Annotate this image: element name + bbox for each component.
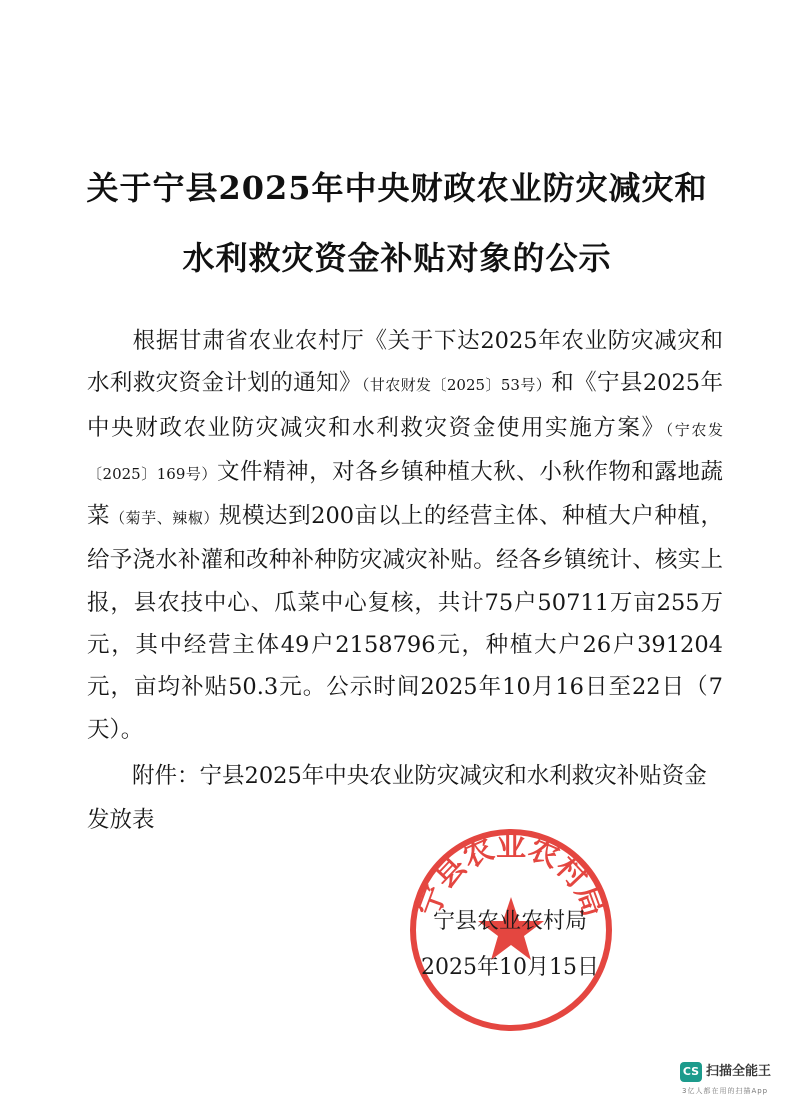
document-title-line-2: 水利救灾资金补贴对象的公示 xyxy=(182,239,612,277)
signature-date: 2025年10月15日 xyxy=(421,955,599,980)
body-text-part-4: 规模达到200亩以上的经营主体、种植大户种植，给予浇水补灌和改种补种防灾减灾补贴。经各乡镇统计、核实上报，县农技中心、瓜菜中心复核，共计75户50711万亩255万元，其中经营主体49户2158796元，种植大户26户391204元，亩均补贴50.3元。公示时间2025年10月16日至22日（7天）。 xyxy=(87,503,723,743)
body-text-part-3: 文件精神，对各乡镇种植大秋、小秋作物和露地蔬菜 xyxy=(87,458,723,530)
body-reference-1: （甘农财发〔2025〕53号） xyxy=(361,376,552,395)
signature-organization: 宁县农业农村局 xyxy=(432,909,587,934)
seal-text: 宁县农业农村局 xyxy=(411,828,611,922)
body-reference-2: （宁农发〔2025〕169号） xyxy=(87,420,723,483)
camscanner-watermark xyxy=(680,1061,786,1101)
body-text-part-2: 和《宁县2025年中央财政农业防灾减灾和水利救灾资金使用实施方案》 xyxy=(87,370,723,441)
attachment-text: 附件：宁县2025年中央农业防灾减灾和水利救灾补贴资金发放表 xyxy=(87,763,707,833)
body-reference-3: （菊芋、辣椒） xyxy=(110,509,219,528)
attachment-note xyxy=(87,754,723,842)
camscanner-app-name: 扫描全能王 xyxy=(706,1064,772,1079)
body-text-part-1: 根据甘肃省农业农村厅《关于下达2025年农业防灾减灾和水利救灾资金计划的通知》 xyxy=(87,328,723,397)
camscanner-logo-icon: CS xyxy=(680,1062,702,1082)
camscanner-tagline: 3亿人都在用的扫描App xyxy=(682,1087,769,1095)
document-title-line-1: 关于宁县2025年中央财政农业防灾减灾和 xyxy=(86,169,708,207)
body-paragraph xyxy=(87,320,723,751)
